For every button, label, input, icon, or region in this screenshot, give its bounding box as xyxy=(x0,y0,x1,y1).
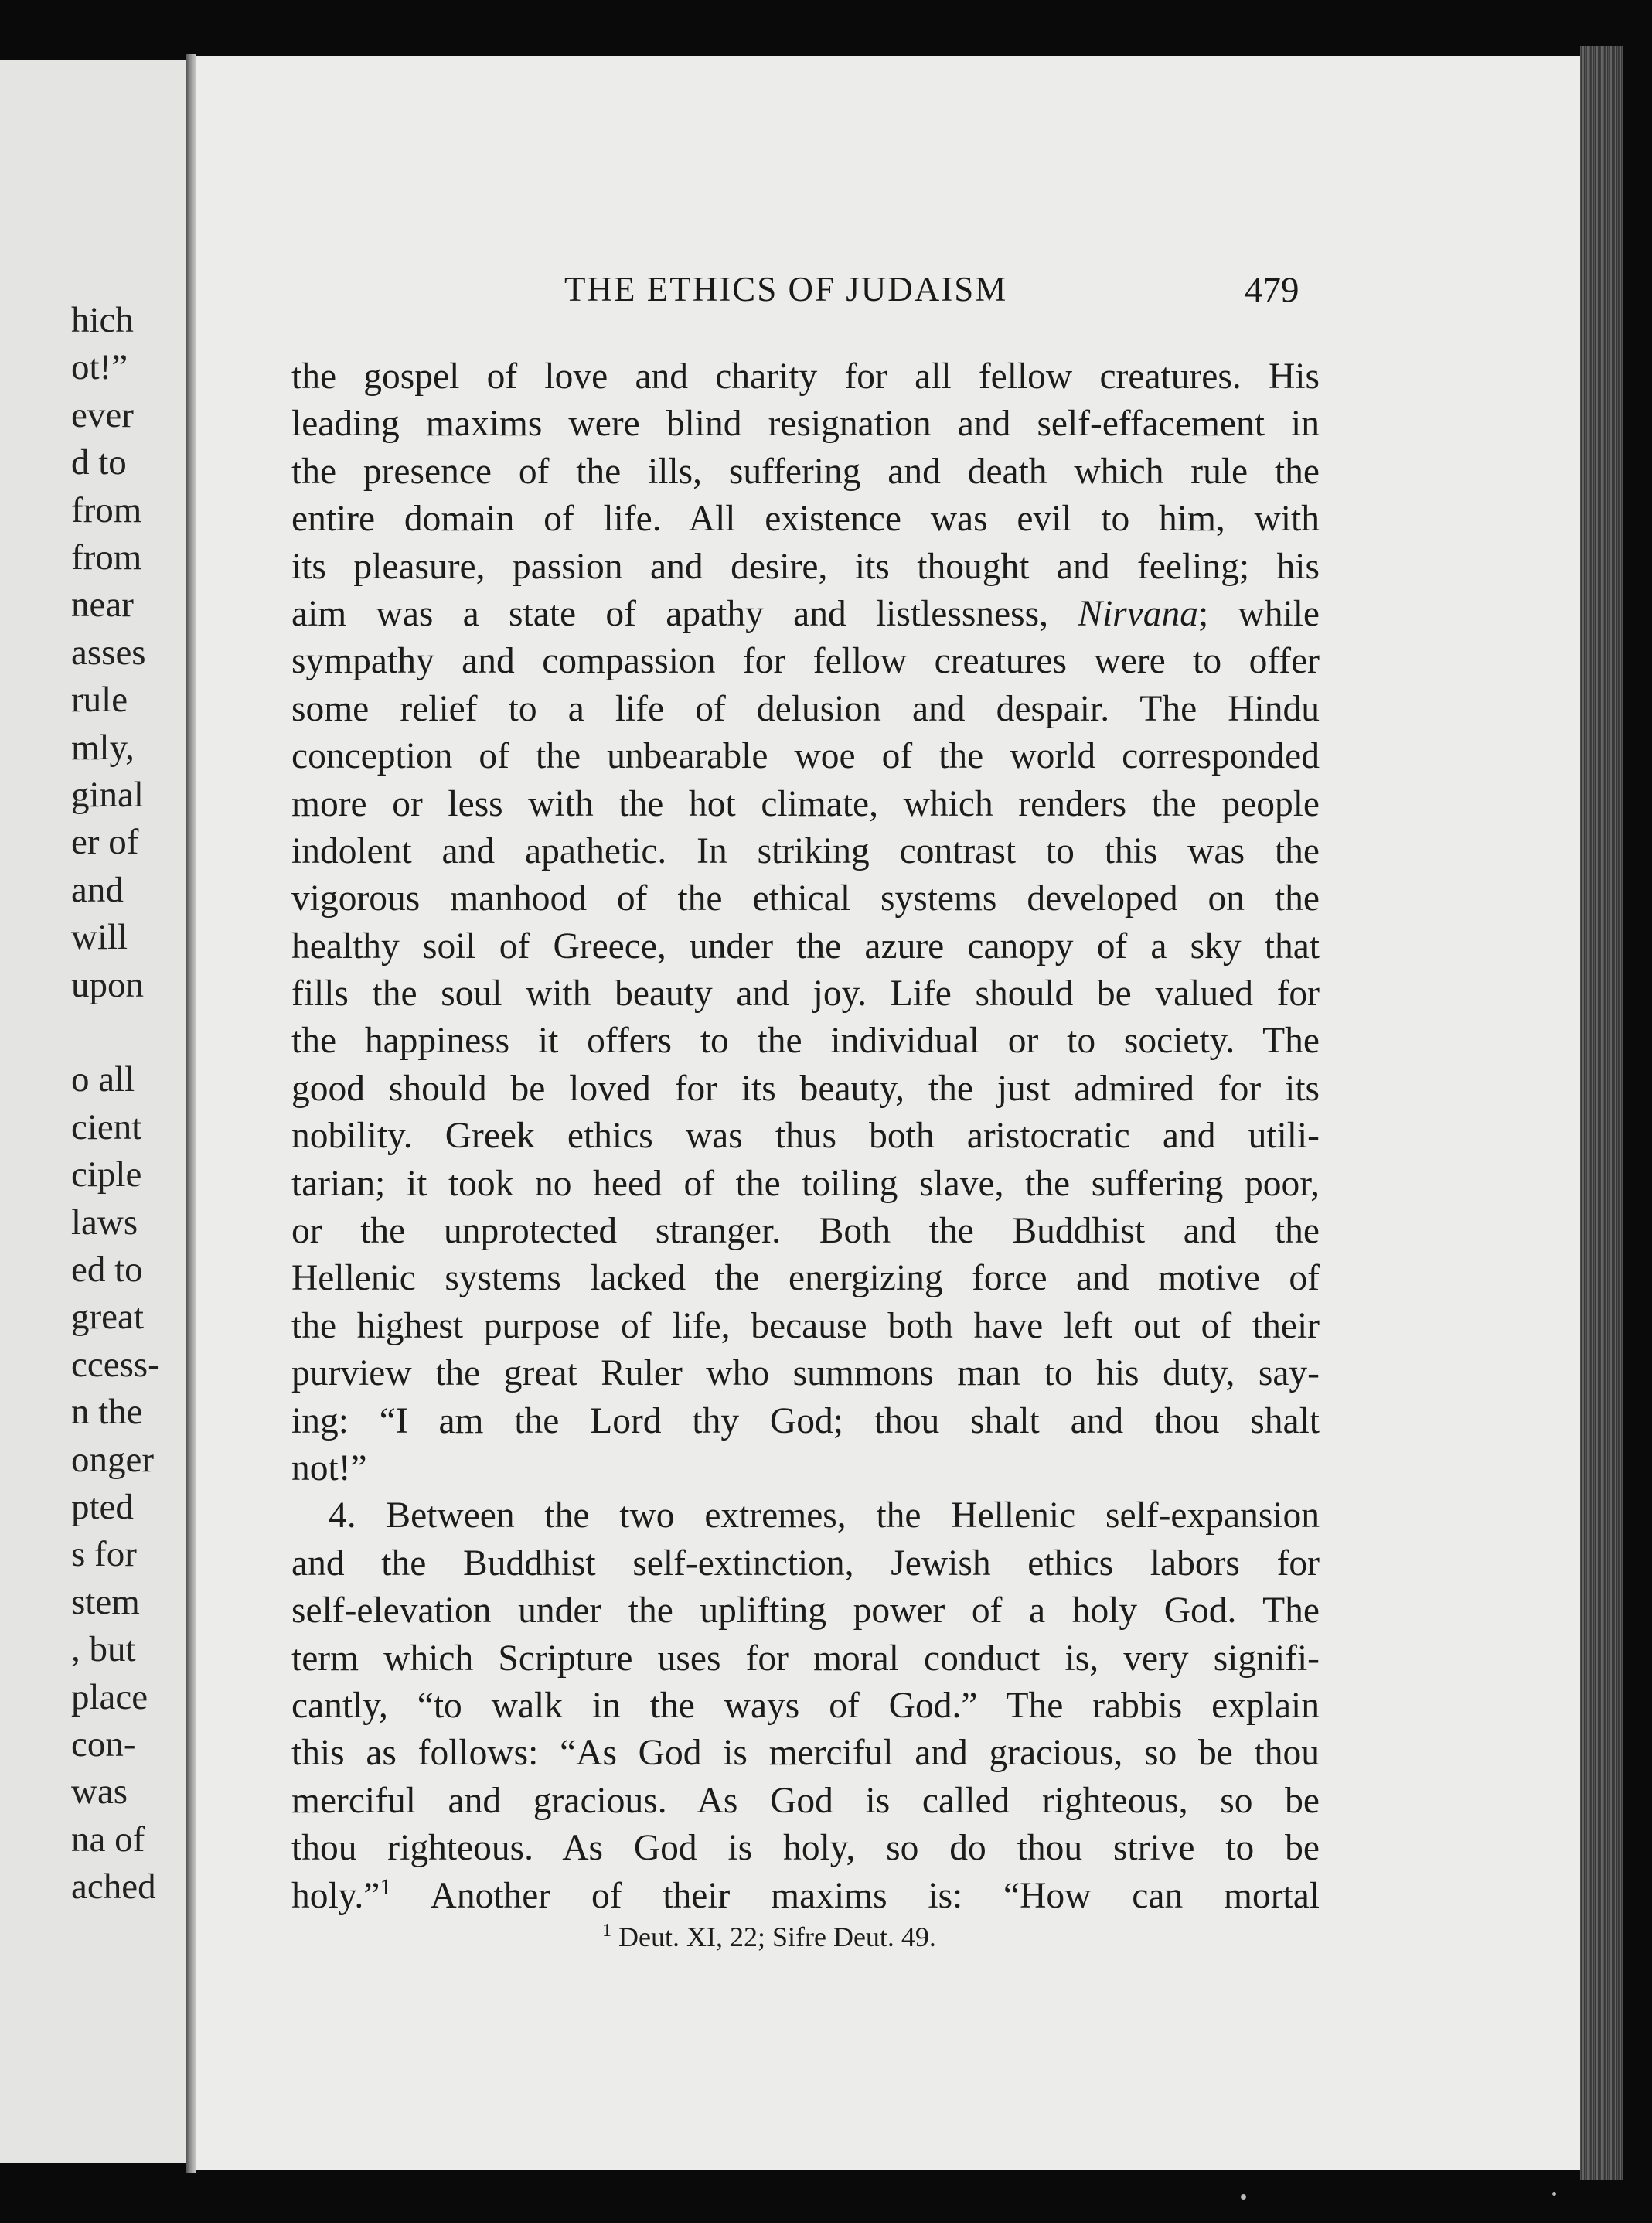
facing-page-fragment: hich xyxy=(71,300,134,340)
facing-page-fragment: ot!” xyxy=(71,347,128,388)
text-line: not!” xyxy=(291,1447,367,1488)
facing-page-fragment: will xyxy=(71,917,128,958)
text-line: term which Scripture uses for moral conduct is, very signifi- xyxy=(291,1638,1320,1679)
facing-page-fragment: pted xyxy=(71,1487,134,1527)
facing-page-fragment: place xyxy=(71,1676,148,1717)
facing-page-fragment: ciple xyxy=(71,1154,142,1195)
facing-page-fragment: na of xyxy=(71,1819,145,1860)
text-line: purview the great Ruler who summons man to his duty, say- xyxy=(291,1353,1320,1394)
facing-page-fragment: n the xyxy=(71,1392,143,1433)
facing-page-fragment: was xyxy=(71,1771,128,1812)
footnote-marker: 1 xyxy=(602,1921,611,1941)
dust-speck xyxy=(1241,2194,1246,2200)
text-line: the gospel of love and charity for all fellow creatures. His xyxy=(291,356,1320,397)
footnote-reference: 1 xyxy=(380,1874,392,1900)
facing-page-fragment: er of xyxy=(71,822,139,863)
facing-page-fragment: cient xyxy=(71,1106,142,1147)
text-line: the highest purpose of life, because both have left out of their xyxy=(291,1305,1320,1346)
text-fragment: Another of their maxims is: “How can mortal xyxy=(430,1875,1320,1916)
page-number: 479 xyxy=(1245,270,1299,310)
text-line: entire domain of life. All existence was evil to him, with xyxy=(291,499,1320,540)
text-line: fills the soul with beauty and joy. Life should be valued for xyxy=(291,973,1320,1014)
facing-page-fragment: great xyxy=(71,1297,144,1338)
facing-page xyxy=(0,60,186,2163)
footnote-text: Deut. XI, 22; Sifre Deut. 49. xyxy=(618,1921,936,1952)
text-line: its pleasure, passion and desire, its thought and feeling; his xyxy=(291,546,1320,587)
text-line: Hellenic systems lacked the energizing force and motive of xyxy=(291,1258,1320,1299)
facing-page-fragment: near xyxy=(71,585,134,626)
text-line: tarian; it took no heed of the toiling slave, the suffering poor, xyxy=(291,1163,1320,1204)
text-line: thou righteous. As God is holy, so do thou strive to be xyxy=(291,1828,1320,1869)
text-line: aim was a state of apathy and listlessness, Nirvana; while xyxy=(291,593,1320,634)
text-line: cantly, “to walk in the ways of God.” The rabbis explain xyxy=(291,1685,1320,1726)
text-line: leading maxims were blind resignation and self-effacement in xyxy=(291,404,1320,445)
text-line: some relief to a life of delusion and despair. The Hindu xyxy=(291,688,1320,729)
text-line: this as follows: “As God is merciful and gracious, so be thou xyxy=(291,1733,1320,1774)
italic-term: Nirvana xyxy=(1078,593,1198,634)
text-line: merciful and gracious. As God is called righteous, so be xyxy=(291,1780,1320,1821)
facing-page-fragment: ed to xyxy=(71,1250,143,1290)
facing-page-fragment: from xyxy=(71,537,142,578)
text-line: ing: “I am the Lord thy God; thou shalt and thou shalt xyxy=(291,1400,1320,1441)
text-fragment: holy.” xyxy=(291,1875,380,1916)
body-text xyxy=(291,353,1320,1920)
facing-page-fragment: s for xyxy=(71,1534,137,1575)
facing-page-fragment: onger xyxy=(71,1439,155,1480)
facing-page-fragment: d to xyxy=(71,442,127,483)
running-title: THE ETHICS OF JUDAISM xyxy=(564,270,1008,309)
text-line: nobility. Greek ethics was thus both aristocratic and utili- xyxy=(291,1116,1320,1157)
facing-page-fragment: from xyxy=(71,489,142,530)
text-line: conception of the unbearable woe of the world corresponded xyxy=(291,736,1320,777)
text-line: or the unprotected stranger. Both the Buddhist and the xyxy=(291,1211,1320,1252)
facing-page-fragment: con- xyxy=(71,1724,136,1764)
dust-speck xyxy=(1552,2192,1556,2196)
footnote xyxy=(602,1921,936,1953)
facing-page-fragment: asses xyxy=(71,632,146,673)
text-line: 4. Between the two extremes, the Hellenic self-expansion xyxy=(329,1495,1320,1536)
facing-page-fragment: ccess- xyxy=(71,1344,160,1385)
text-line: healthy soil of Greece, under the azure canopy of a sky that xyxy=(291,926,1320,967)
facing-page-fragment: laws xyxy=(71,1202,138,1243)
text-line: and the Buddhist self-extinction, Jewish ethics labors for xyxy=(291,1543,1320,1584)
facing-page-fragment: mly, xyxy=(71,727,135,768)
text-line: good should be loved for its beauty, the just admired for its xyxy=(291,1068,1320,1109)
facing-page-fragment: ever xyxy=(71,394,134,435)
facing-page-fragment: and xyxy=(71,869,124,910)
facing-page-fragment: stem xyxy=(71,1581,140,1622)
facing-page-fragment: rule xyxy=(71,680,128,721)
text-line-with-footnote xyxy=(291,1873,1320,1920)
facing-page-fragment: upon xyxy=(71,964,144,1005)
book-page xyxy=(196,56,1580,2170)
text-line: sympathy and compassion for fellow creatures were to offer xyxy=(291,641,1320,682)
facing-page-fragment: , but xyxy=(71,1629,136,1670)
page-header xyxy=(196,269,1580,315)
text-line: more or less with the hot climate, which renders the people xyxy=(291,783,1320,824)
text-line: indolent and apathetic. In striking contrast to this was the xyxy=(291,830,1320,871)
facing-page-fragment: o all xyxy=(71,1059,135,1100)
book-gutter xyxy=(186,54,196,2173)
facing-page-fragment: ached xyxy=(71,1867,156,1908)
text-line: the happiness it offers to the individual or to society. The xyxy=(291,1021,1320,1062)
text-line: the presence of the ills, suffering and death which rule the xyxy=(291,451,1320,492)
page-edge xyxy=(1580,46,1623,2180)
facing-page-fragment: ginal xyxy=(71,775,144,815)
text-line: self-elevation under the uplifting power of a holy God. The xyxy=(291,1591,1320,1631)
text-line: vigorous manhood of the ethical systems developed on the xyxy=(291,878,1320,919)
